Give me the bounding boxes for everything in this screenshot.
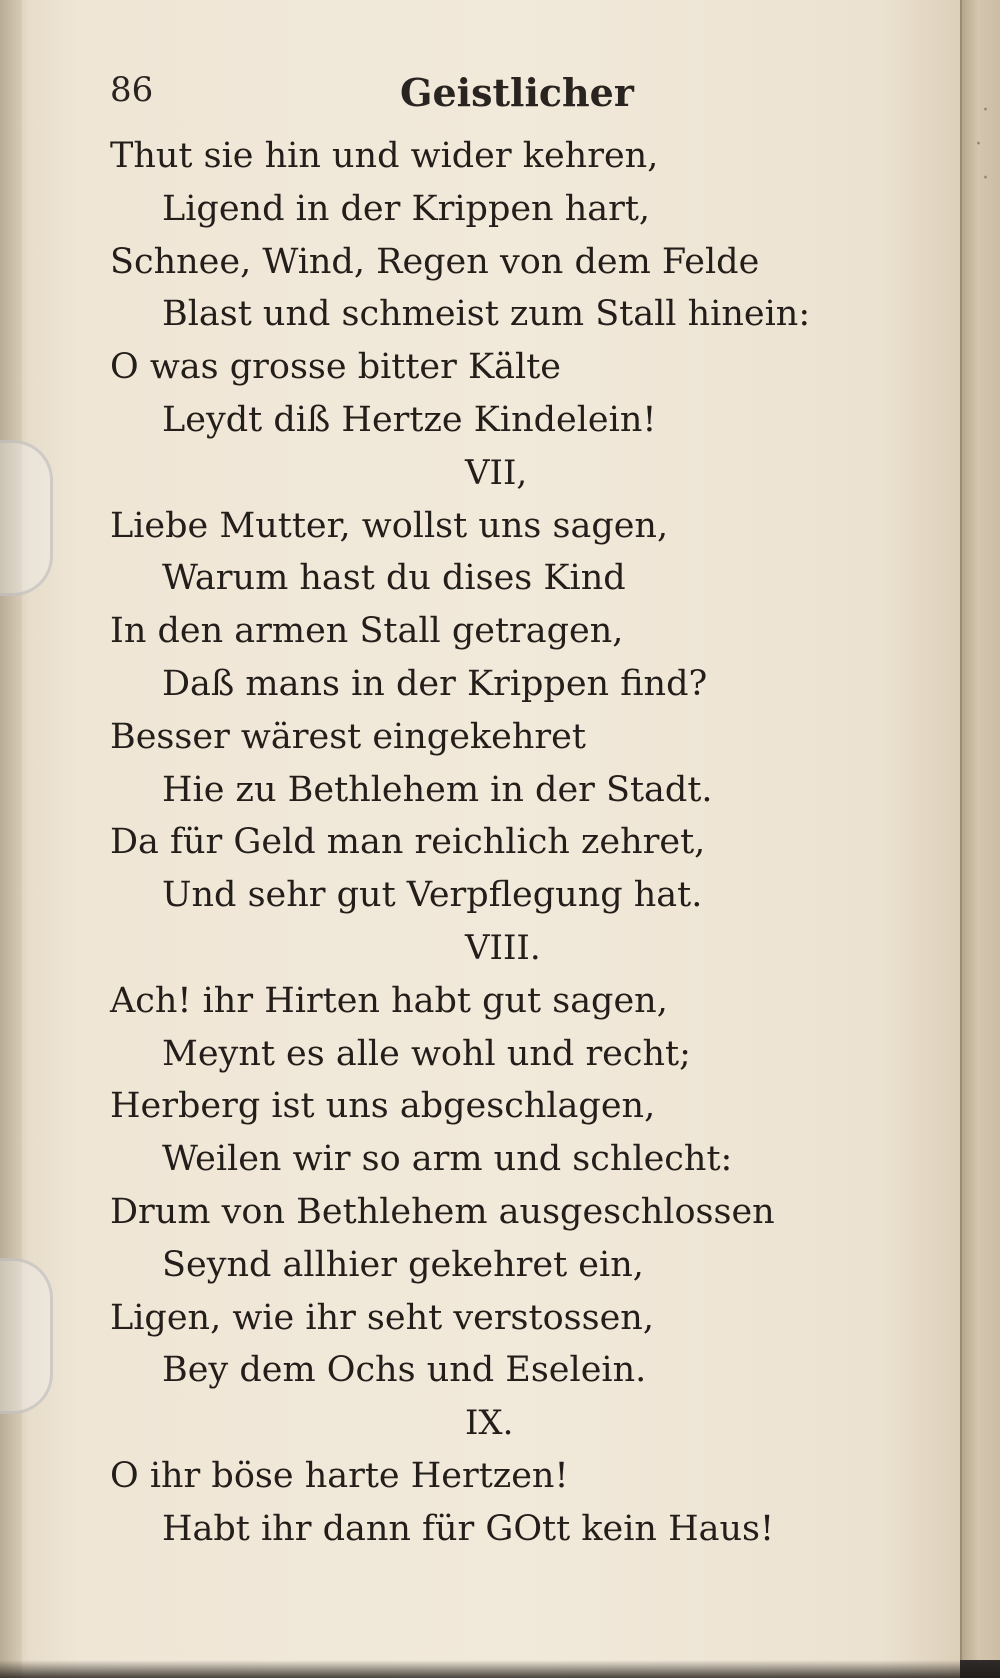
verse-line: O ihr böse harte Hertzen! (110, 1455, 569, 1496)
verse-line: Meynt es alle wohl und recht; (162, 1033, 691, 1074)
verse-line: Ach! ihr Hirten habt gut sagen, (110, 980, 668, 1021)
verse-line: Hie zu Bethlehem in der Stadt. (162, 769, 713, 810)
page-clip-lower (0, 1258, 53, 1414)
verse-line: Warum hast du dises Kind (162, 558, 626, 599)
verse-line: Besser wärest eingekehret (110, 716, 586, 757)
verse-line: Ligend in der Krippen hart, (162, 188, 651, 229)
stanza-number: VIII. (465, 927, 541, 968)
running-head: Geistlicher (400, 70, 634, 115)
verse-line: Weilen wir so arm und schlecht: (162, 1139, 733, 1180)
bottom-shadow (0, 1660, 1000, 1678)
stanza-number: VII, (465, 452, 528, 493)
verse-line: Drum von Bethlehem ausgeschlossen (110, 1191, 775, 1232)
verse-line: Ligen, wie ihr seht verstossen, (110, 1297, 654, 1338)
hymn-text (110, 130, 910, 1556)
verse-line: Seynd allhier gekehret ein, (162, 1244, 644, 1285)
next-page-edge: · · · (960, 0, 1000, 1660)
stanza-number: IX. (465, 1403, 514, 1444)
verse-line: Daß mans in der Krippen find? (162, 663, 708, 704)
verse-line: Schnee, Wind, Regen von dem Felde (110, 241, 760, 282)
verse-line: Liebe Mutter, wollst uns sagen, (110, 505, 669, 546)
verse-line: Und sehr gut Verpflegung hat. (162, 875, 703, 916)
page-clip-upper (0, 440, 53, 596)
verse-line: Leydt diß Hertze Kindelein! (162, 399, 657, 440)
page-number: 86 (110, 70, 154, 110)
verse-line: O was grosse bitter Kälte (110, 347, 561, 388)
verse-line: Herberg ist uns abgeschlagen, (110, 1086, 656, 1127)
verse-line: In den armen Stall getragen, (110, 611, 624, 652)
verse-line: Habt ihr dann für GOtt kein Haus! (162, 1508, 775, 1549)
verse-line: Thut sie hin und wider kehren, (110, 136, 659, 176)
verse-line: Da für Geld man reichlich zehret, (110, 822, 706, 863)
verse-line: Blast und schmeist zum Stall hinein: (162, 294, 811, 335)
page-header (110, 70, 890, 130)
verse-line: Bey dem Ochs und Eselein. (162, 1350, 647, 1391)
page-gutter (0, 0, 22, 1678)
